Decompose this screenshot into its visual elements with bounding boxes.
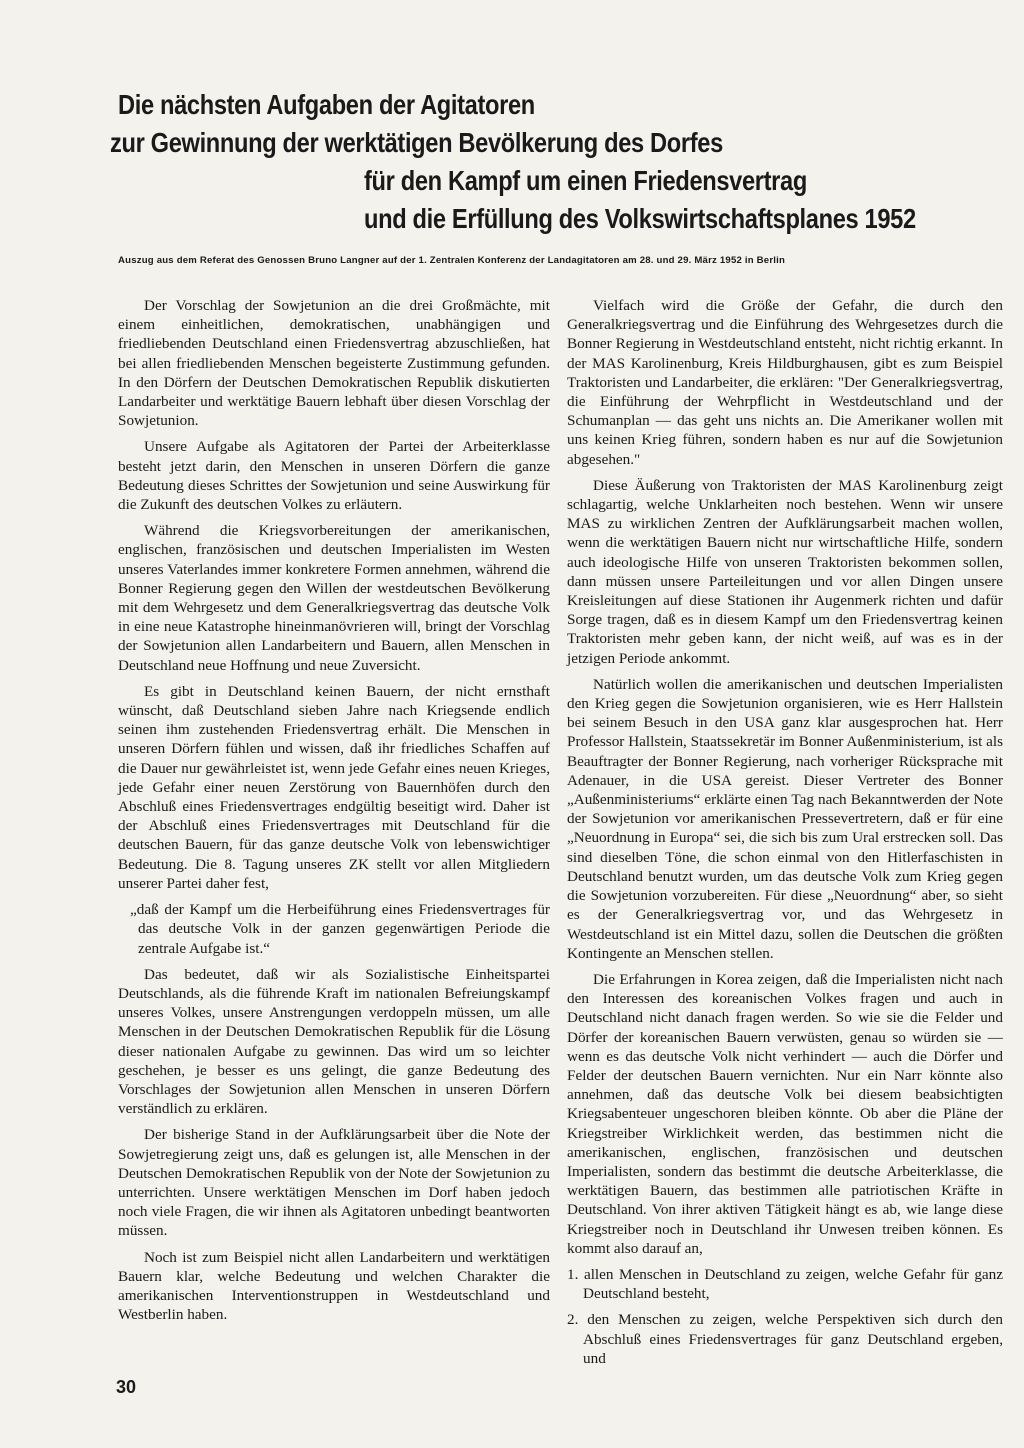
list-item: 1. allen Menschen in Deutschland zu zeigen, welche Gefahr für ganz Deutschland besteht, bbox=[567, 1265, 1003, 1303]
paragraph: Die Erfahrungen in Korea zeigen, daß die Imperialisten nicht nach den Interessen des koreanischen Volkes fragen und auch in Deutschland nicht danach fragen werden. So wie sie die Felder und Dörfer der koreanischen Bauern verwüsten, genau so würden sie — wenn es das deutsche Volk nicht verhindert — auch die Dörfer und Felder der deutschen Bauern vernichten. Nur ein Narr könnte also annehmen, daß das deutsche Volk bei diesem beabsichtigten Kriegsabenteuer ungeschoren bleiben könnte. Ob aber die Pläne der Kriegstreiber Wirklichkeit werden, das bestimmen nicht die amerikanischen, englischen, französischen und deutschen Imperialisten, sondern das bestimmt die deutsche Arbeiterklasse, die werktätigen Bauern, das bestimmen alle patriotischen Kräfte in Deutschland. Von ihrer aktiven Tätigkeit hängt es ab, wie lange diese Kriegstreiber noch in Deutschland ihr Unwesen treiben können. Es kommt also darauf an, bbox=[567, 970, 1003, 1257]
right-column bbox=[567, 296, 1003, 1375]
page-number: 30 bbox=[116, 1377, 137, 1397]
paragraph: Während die Kriegsvorbereitungen der amerikanischen, englischen, französischen und deutschen Imperialisten im Westen unseres Vaterlandes immer konkretere Formen annehmen, während die Bonner Regierung gegen den Willen der westdeutschen Bevölkerung mit dem Wehrgesetz und dem Generalkriegsvertrag das deutsche Volk in eine neue Katastrophe hineinmanövrieren will, bringt der Vorschlag der Sowjetunion allen Landarbeitern und Bauern, allen Menschen in Deutschland neue Hoffnung und neue Zuversicht. bbox=[118, 522, 550, 674]
paragraph: Unsere Aufgabe als Agitatoren der Partei der Arbeiterklasse besteht jetzt darin, den Menschen in unseren Dörfern die ganze Bedeutung dieses Schrittes der Sowjetunion und seine Auswirkung für die Zukunft des deutschen Volkes zu erläutern. bbox=[118, 438, 550, 514]
paragraph: Der bisherige Stand in der Aufklärungsarbeit über die Note der Sowjetregierung zeigt uns, daß es gelungen ist, alle Menschen in der Deutschen Demokratischen Republik von der Note der Sowjetunion zu unterrichten. Unsere werktätigen Menschen im Dorf haben jedoch noch viele Fragen, die wir ihnen als Agitatoren unbedingt beantworten müssen. bbox=[118, 1126, 550, 1240]
paragraph: Diese Äußerung von Traktoristen der MAS Karolinenburg zeigt schlagartig, welche Unklarheiten noch bestehen. Wenn wir unsere MAS zu wirklichen Zentren der Aufklärungsarbeit machen wollen, wenn die werktätigen Bauern nicht nur wirtschaftliche Hilfe, sondern auch ideologische Hilfe von unseren Traktoristen bekommen sollen, dann müssen unsere Parteileitungen und vor allen Dingen unsere Kreisleitungen auf diese Stationen ihr Augenmerk richten und dafür Sorge tragen, daß es in diesem Kampf um den Friedensvertrag keinen Traktoristen mehr geben kann, der nicht weiß, auf was es in der jetzigen Periode ankommt. bbox=[567, 476, 1003, 667]
title-line: Die nächsten Aufgaben der Agitatoren bbox=[118, 89, 535, 120]
left-column bbox=[118, 296, 550, 1331]
article-title bbox=[110, 86, 990, 238]
list-item: 2. den Menschen zu zeigen, welche Perspektiven sich durch den Abschluß eines Friedensvertrages für ganz Deutschland ergeben, und bbox=[567, 1311, 1003, 1367]
paragraph: Vielfach wird die Größe der Gefahr, die durch den Generalkriegsvertrag und die Einführung des Wehrgesetzes durch die Bonner Regierung in Westdeutschland entsteht, nicht richtig erkannt. In der MAS Karolinenburg, Kreis Hildburghausen, gibt es zum Beispiel Traktoristen und Landarbeiter, die erklären: "Der Generalkriegsvertrag, die Einführung der Wehrpflicht in Westdeutschland und der Schumanplan — das geht uns nichts an. Die Amerikaner wollen mit uns keinen Krieg führen, sondern haben es nur auf die Sowjetunion abgesehen." bbox=[567, 297, 1003, 468]
paragraph: Noch ist zum Beispiel nicht allen Landarbeitern und werktätigen Bauern klar, welche Bedeutung und welchen Charakter die amerikanischen Interventionstruppen in Westdeutschland und Westberlin haben. bbox=[118, 1248, 550, 1324]
paragraph: Natürlich wollen die amerikanischen und deutschen Imperialisten den Krieg gegen die Sowjetunion organisieren, wie es Herr Hallstein bei seinem Besuch in den USA ganz klar ausgesprochen hat. Herr Professor Hallstein, Staatssekretär im Bonner Außenministerium, ist als Beauftragter der Bonner Regierung, nach vorheriger Rücksprache mit Adenauer, in die USA gereist. Dieser Vertreter des Bonner „Außenministeriums“ erklärte einen Tag nach Bekanntwerden der Note der Sowjetunion vor amerikanischen Pressevertretern, daß er für eine „Neuordnung in Europa“ sei, die sich bis zum Ural erstrecken soll. Das sind dieselben Töne, die schon einmal von den Hitlerfaschisten in Deutschland benutzt wurden, um das deutsche Volk zum Krieg gegen die Sowjetunion vorzubereiten. Für diese „Neuordnung“ aber, so sieht es der Generalkriegsvertrag vor, und das Wehrgesetz in Westdeutschland ist ein Mittel dazu, sollen die Deutschen die größten Kontingente an Menschen stellen. bbox=[567, 675, 1003, 962]
paragraph: Das bedeutet, daß wir als Sozialistische Einheitspartei Deutschlands, als die führende Kraft im nationalen Befreiungskampf unseres Volkes, unsere Anstrengungen verdoppeln müssen, um alle Menschen in der Deutschen Demokratischen Republik für die Lösung dieser nationalen Aufgabe zu gewinnen. Das wird um so leichter geschehen, je besser es uns gelingt, die ganze Bedeutung des Vorschlages der Sowjetunion allen Menschen in unseren Dörfern verständlich zu erklären. bbox=[118, 965, 550, 1118]
title-line: für den Kampf um einen Friedensvertrag bbox=[364, 165, 807, 196]
paragraph: Es gibt in Deutschland keinen Bauern, der nicht ernsthaft wünscht, daß Deutschland sieben Jahre nach Kriegsende endlich seinen ihm zustehenden Friedensvertrag erhält. Die Menschen in unseren Dörfern fühlen und wissen, daß ihr friedliches Schaffen auf die Dauer nur gewährleistet ist, wenn jede Gefahr eines neuen Krieges, jede Gefahr einer neuen Zerstörung von Bauernhöfen durch den Abschluß eines Friedensvertrages endgültig beseitigt wird. Daher ist der Abschluß eines Friedensvertrages mit Deutschland für die deutschen Bauern, für das ganze deutsche Volk von lebenswichtiger Bedeutung. Die 8. Tagung unseres ZK stellt vor allen Mitgliedern unserer Partei daher fest, bbox=[118, 682, 550, 892]
paragraph: Der Vorschlag der Sowjetunion an die drei Großmächte, mit einem einheitlichen, demokratischen, unabhängigen und friedliebenden Deutschland einen Friedensvertrag abzuschließen, hat bei allen friedliebenden Menschen begeisterte Zustimmung gefunden. In den Dörfern der Deutschen Demokratischen Republik diskutierten Landarbeiter und werktätige Bauern lebhaft über diesen Vorschlag der Sowjetunion. bbox=[118, 297, 550, 430]
title-line: und die Erfüllung des Volkswirtschaftsplanes 1952 bbox=[364, 203, 916, 234]
title-line: zur Gewinnung der werktätigen Bevölkerung des Dorfes bbox=[110, 127, 723, 158]
article-subtitle: Auszug aus dem Referat des Genossen Bruno Langner auf der 1. Zentralen Konferenz der Landagitatoren am 28. und 29. März 1952 in Berlin bbox=[118, 255, 786, 266]
quote-paragraph: „daß der Kampf um die Herbeiführung eines Friedensvertrages für das deutsche Volk in der ganzen gegenwärtigen Periode die zentrale Aufgabe ist.“ bbox=[130, 901, 550, 957]
